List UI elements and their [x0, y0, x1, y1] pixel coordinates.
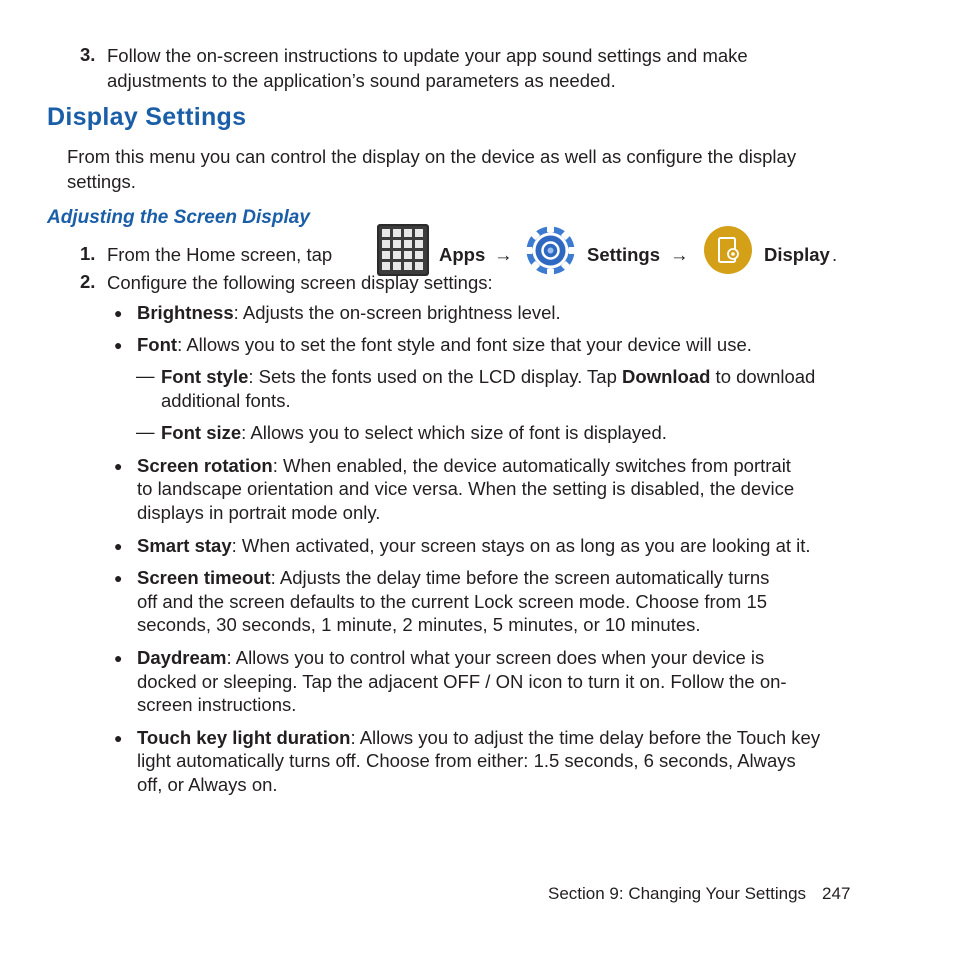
dash: —: [136, 365, 155, 386]
smart-stay-desc: : When activated, your screen stays on as long as you are looking at it.: [231, 535, 811, 556]
step-3-number: 3.: [80, 44, 96, 65]
screen-rotation-term: Screen rotation: [137, 455, 273, 476]
daydream-desc: : Allows you to control what your screen does when your device is: [226, 647, 765, 668]
intro-line-2: settings.: [67, 171, 136, 192]
settings-gear-icon: [524, 224, 577, 277]
daydream-item: [137, 646, 764, 670]
bullet: ●: [114, 458, 123, 474]
touch-key-line-2: light automatically turns off. Choose from either: 1.5 seconds, 6 seconds, Always: [137, 750, 796, 771]
brightness-term: Brightness: [137, 302, 234, 323]
touch-key-line-3: off, or Always on.: [137, 774, 278, 795]
apps-label: Apps: [439, 244, 486, 265]
screen-rotation-desc: : When enabled, the device automatically switches from portrait: [272, 455, 791, 476]
font-style-desc-2: to download: [710, 366, 816, 387]
daydream-line-2: docked or sleeping. Tap the adjacent OFF / ON icon to turn it on. Follow the on-: [137, 671, 787, 692]
step-1-number: 1.: [80, 243, 96, 264]
apps-grid-icon: [377, 224, 429, 276]
bullet: ●: [114, 650, 123, 666]
bullet: ●: [114, 730, 123, 746]
page-footer: [548, 884, 850, 904]
arrow-2: →: [670, 244, 689, 265]
page-number: 247: [822, 884, 851, 903]
step-2-text: Configure the following screen display settings:: [107, 272, 493, 293]
font-term: Font: [137, 334, 178, 355]
screen-timeout-line-3: seconds, 30 seconds, 1 minute, 2 minutes, 5 minutes, or 10 minutes.: [137, 614, 701, 635]
touch-key-term: Touch key light duration: [137, 727, 351, 748]
display-icon: [703, 225, 753, 275]
arrow-1: →: [494, 244, 513, 265]
display-label: Display: [764, 244, 830, 265]
screen-timeout-line-2: off and the screen defaults to the current Lock screen mode. Choose from 15: [137, 591, 768, 612]
font-style-item: [161, 365, 815, 389]
font-size-item: [161, 421, 667, 445]
font-style-line-2: additional fonts.: [161, 390, 291, 411]
settings-label: Settings: [587, 244, 660, 265]
brightness-desc: : Adjusts the on-screen brightness level.: [233, 302, 561, 323]
screen-timeout-desc: : Adjusts the delay time before the screen automatically turns: [270, 567, 770, 588]
step-3-line-1: Follow the on-screen instructions to update your app sound settings and make: [107, 45, 748, 66]
font-size-term: Font size: [161, 422, 242, 443]
step-1-text: From the Home screen, tap: [107, 244, 333, 265]
screen-timeout-item: [137, 566, 769, 590]
screen-rotation-line-3: displays in portrait mode only.: [137, 502, 381, 523]
step-1-period: .: [832, 244, 838, 265]
daydream-line-3: screen instructions.: [137, 694, 297, 715]
touch-key-desc: : Allows you to adjust the time delay before the Touch key: [350, 727, 821, 748]
font-size-desc: : Allows you to select which size of font is displayed.: [241, 422, 667, 443]
intro-line-1: From this menu you can control the display on the device as well as configure the display: [67, 146, 797, 167]
screen-rotation-item: [137, 454, 791, 478]
smart-stay-term: Smart stay: [137, 535, 232, 556]
step-2-number: 2.: [80, 271, 96, 292]
brightness-item: [137, 301, 561, 325]
footer-section: Section 9: Changing Your Settings: [548, 884, 807, 903]
download-term: Download: [622, 366, 711, 387]
subsection-heading: Adjusting the Screen Display: [47, 207, 310, 228]
smart-stay-item: [137, 534, 811, 558]
bullet: ●: [114, 538, 123, 554]
daydream-term: Daydream: [137, 647, 227, 668]
bullet: ●: [114, 337, 123, 353]
font-style-desc: : Sets the fonts used on the LCD display. Tap: [248, 366, 623, 387]
screen-timeout-term: Screen timeout: [137, 567, 271, 588]
section-heading: Display Settings: [47, 103, 247, 131]
font-item: [137, 333, 752, 357]
step-3-line-2: adjustments to the application’s sound parameters as needed.: [107, 70, 616, 91]
bullet: ●: [114, 570, 123, 586]
font-desc: : Allows you to set the font style and font size that your device will use.: [177, 334, 752, 355]
dash: —: [136, 421, 155, 442]
bullet: ●: [114, 305, 123, 321]
touch-key-item: [137, 726, 820, 750]
font-style-term: Font style: [161, 366, 249, 387]
screen-rotation-line-2: to landscape orientation and vice versa. When the setting is disabled, the device: [137, 478, 795, 499]
